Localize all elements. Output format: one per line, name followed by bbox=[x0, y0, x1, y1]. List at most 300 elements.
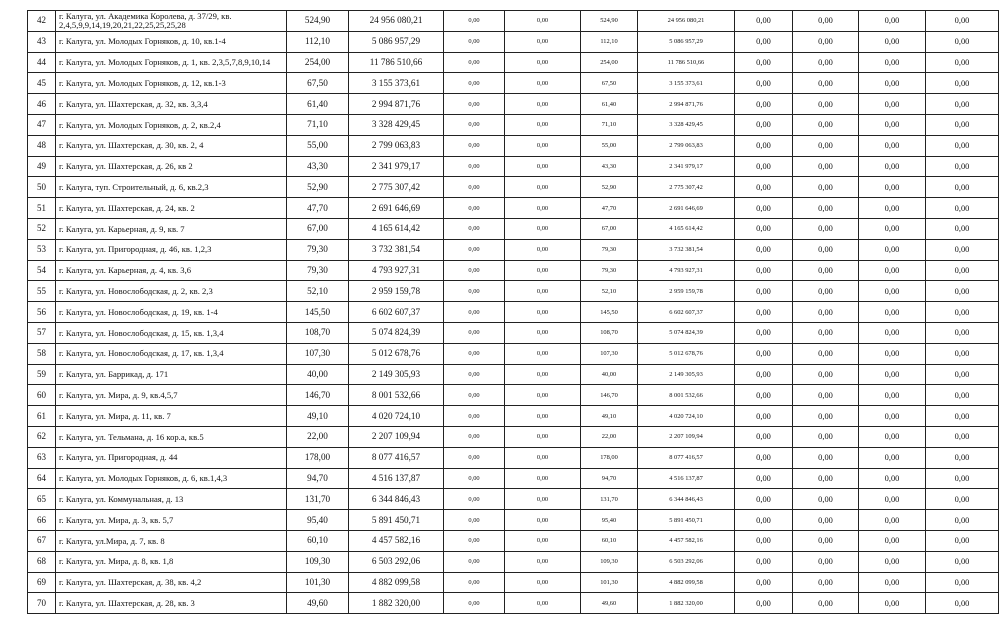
price-cell: 2 149 305,93 bbox=[349, 364, 444, 385]
price-cell: 3 328 429,45 bbox=[349, 114, 444, 135]
table-row bbox=[28, 447, 999, 468]
address-cell: г. Калуга, ул. Мира, д. 11, кв. 7 bbox=[56, 406, 287, 427]
value-cell-4: 0,00 bbox=[793, 551, 859, 572]
value-cell-4: 0,00 bbox=[793, 218, 859, 239]
address-cell: г. Калуга, ул. Молодых Горняков, д. 12, кв.1-3 bbox=[56, 73, 287, 94]
table-row bbox=[28, 426, 999, 447]
address-cell: г. Калуга, ул. Новослободская, д. 19, кв. 1-4 bbox=[56, 302, 287, 323]
value-cell-5: 0,00 bbox=[859, 426, 926, 447]
value-cell-6: 0,00 bbox=[926, 177, 999, 198]
row-number: 62 bbox=[28, 426, 56, 447]
value-cell-6: 0,00 bbox=[926, 94, 999, 115]
price-total-cell: 4 165 614,42 bbox=[638, 218, 735, 239]
address-cell: г. Калуга, ул. Новослободская, д. 15, кв. 1,3,4 bbox=[56, 322, 287, 343]
value-cell-4: 0,00 bbox=[793, 239, 859, 260]
value-cell-5: 0,00 bbox=[859, 52, 926, 73]
area-total-cell: 49,60 bbox=[581, 593, 638, 614]
table-row bbox=[28, 551, 999, 572]
area-cell: 109,30 bbox=[287, 551, 349, 572]
area-total-cell: 79,30 bbox=[581, 260, 638, 281]
address-cell: г. Калуга, ул. Карьерная, д. 4, кв. 3,6 bbox=[56, 260, 287, 281]
value-cell-2: 0,00 bbox=[505, 302, 581, 323]
value-cell-6: 0,00 bbox=[926, 468, 999, 489]
row-number: 60 bbox=[28, 385, 56, 406]
value-cell-3: 0,00 bbox=[735, 593, 793, 614]
price-total-cell: 2 775 307,42 bbox=[638, 177, 735, 198]
value-cell-1: 0,00 bbox=[444, 572, 505, 593]
table-row bbox=[28, 530, 999, 551]
row-number: 52 bbox=[28, 218, 56, 239]
value-cell-5: 0,00 bbox=[859, 260, 926, 281]
table-row bbox=[28, 593, 999, 614]
address-cell: г. Калуга, ул. Новослободская, д. 2, кв. 2,3 bbox=[56, 281, 287, 302]
price-cell: 8 077 416,57 bbox=[349, 447, 444, 468]
price-cell: 4 793 927,31 bbox=[349, 260, 444, 281]
value-cell-5: 0,00 bbox=[859, 468, 926, 489]
value-cell-3: 0,00 bbox=[735, 281, 793, 302]
row-number: 70 bbox=[28, 593, 56, 614]
value-cell-2: 0,00 bbox=[505, 52, 581, 73]
value-cell-4: 0,00 bbox=[793, 343, 859, 364]
table-row bbox=[28, 385, 999, 406]
price-total-cell: 5 012 678,76 bbox=[638, 343, 735, 364]
table-row bbox=[28, 281, 999, 302]
value-cell-6: 0,00 bbox=[926, 114, 999, 135]
value-cell-5: 0,00 bbox=[859, 530, 926, 551]
value-cell-2: 0,00 bbox=[505, 468, 581, 489]
value-cell-4: 0,00 bbox=[793, 94, 859, 115]
value-cell-3: 0,00 bbox=[735, 31, 793, 52]
area-total-cell: 112,10 bbox=[581, 31, 638, 52]
value-cell-6: 0,00 bbox=[926, 426, 999, 447]
address-cell: г. Калуга, ул. Шахтерская, д. 24, кв. 2 bbox=[56, 198, 287, 219]
value-cell-4: 0,00 bbox=[793, 530, 859, 551]
area-total-cell: 95,40 bbox=[581, 510, 638, 531]
value-cell-6: 0,00 bbox=[926, 406, 999, 427]
row-number: 55 bbox=[28, 281, 56, 302]
price-cell: 5 074 824,39 bbox=[349, 322, 444, 343]
price-total-cell: 2 994 871,76 bbox=[638, 94, 735, 115]
table-row bbox=[28, 489, 999, 510]
area-cell: 49,10 bbox=[287, 406, 349, 427]
price-total-cell: 4 457 582,16 bbox=[638, 530, 735, 551]
value-cell-2: 0,00 bbox=[505, 177, 581, 198]
value-cell-4: 0,00 bbox=[793, 426, 859, 447]
value-cell-3: 0,00 bbox=[735, 198, 793, 219]
row-number: 42 bbox=[28, 11, 56, 32]
value-cell-4: 0,00 bbox=[793, 156, 859, 177]
value-cell-5: 0,00 bbox=[859, 551, 926, 572]
value-cell-5: 0,00 bbox=[859, 73, 926, 94]
address-cell: г. Калуга, ул. Молодых Горняков, д. 1, кв. 2,3,5,7,8,9,10,14 bbox=[56, 52, 287, 73]
value-cell-4: 0,00 bbox=[793, 385, 859, 406]
value-cell-2: 0,00 bbox=[505, 281, 581, 302]
value-cell-2: 0,00 bbox=[505, 447, 581, 468]
area-cell: 61,40 bbox=[287, 94, 349, 115]
table-row bbox=[28, 177, 999, 198]
row-number: 46 bbox=[28, 94, 56, 115]
price-total-cell: 11 786 510,66 bbox=[638, 52, 735, 73]
value-cell-2: 0,00 bbox=[505, 406, 581, 427]
value-cell-4: 0,00 bbox=[793, 510, 859, 531]
housing-table bbox=[27, 10, 999, 614]
row-number: 68 bbox=[28, 551, 56, 572]
address-cell: г. Калуга, ул. Коммунальная, д. 13 bbox=[56, 489, 287, 510]
value-cell-3: 0,00 bbox=[735, 239, 793, 260]
price-cell: 5 891 450,71 bbox=[349, 510, 444, 531]
table-row bbox=[28, 302, 999, 323]
value-cell-5: 0,00 bbox=[859, 447, 926, 468]
table-row bbox=[28, 406, 999, 427]
value-cell-6: 0,00 bbox=[926, 198, 999, 219]
area-cell: 52,10 bbox=[287, 281, 349, 302]
value-cell-3: 0,00 bbox=[735, 572, 793, 593]
table-row bbox=[28, 260, 999, 281]
value-cell-6: 0,00 bbox=[926, 593, 999, 614]
value-cell-6: 0,00 bbox=[926, 385, 999, 406]
row-number: 56 bbox=[28, 302, 56, 323]
value-cell-3: 0,00 bbox=[735, 302, 793, 323]
area-total-cell: 145,50 bbox=[581, 302, 638, 323]
value-cell-4: 0,00 bbox=[793, 11, 859, 32]
price-total-cell: 5 074 824,39 bbox=[638, 322, 735, 343]
value-cell-2: 0,00 bbox=[505, 551, 581, 572]
value-cell-1: 0,00 bbox=[444, 551, 505, 572]
table-row bbox=[28, 73, 999, 94]
value-cell-4: 0,00 bbox=[793, 364, 859, 385]
table-row bbox=[28, 31, 999, 52]
value-cell-5: 0,00 bbox=[859, 218, 926, 239]
table-row bbox=[28, 572, 999, 593]
price-total-cell: 3 328 429,45 bbox=[638, 114, 735, 135]
value-cell-2: 0,00 bbox=[505, 94, 581, 115]
area-total-cell: 47,70 bbox=[581, 198, 638, 219]
row-number: 53 bbox=[28, 239, 56, 260]
value-cell-2: 0,00 bbox=[505, 572, 581, 593]
row-number: 57 bbox=[28, 322, 56, 343]
price-cell: 2 994 871,76 bbox=[349, 94, 444, 115]
value-cell-3: 0,00 bbox=[735, 426, 793, 447]
table-row bbox=[28, 322, 999, 343]
price-total-cell: 2 799 063,83 bbox=[638, 135, 735, 156]
value-cell-3: 0,00 bbox=[735, 551, 793, 572]
value-cell-5: 0,00 bbox=[859, 177, 926, 198]
value-cell-5: 0,00 bbox=[859, 156, 926, 177]
value-cell-4: 0,00 bbox=[793, 73, 859, 94]
row-number: 49 bbox=[28, 156, 56, 177]
value-cell-6: 0,00 bbox=[926, 447, 999, 468]
price-cell: 4 020 724,10 bbox=[349, 406, 444, 427]
area-total-cell: 67,50 bbox=[581, 73, 638, 94]
table-row bbox=[28, 364, 999, 385]
area-total-cell: 52,90 bbox=[581, 177, 638, 198]
address-cell: г. Калуга, ул. Шахтерская, д. 30, кв. 2, 4 bbox=[56, 135, 287, 156]
area-total-cell: 524,90 bbox=[581, 11, 638, 32]
area-total-cell: 43,30 bbox=[581, 156, 638, 177]
value-cell-1: 0,00 bbox=[444, 177, 505, 198]
table-row bbox=[28, 218, 999, 239]
value-cell-2: 0,00 bbox=[505, 239, 581, 260]
value-cell-6: 0,00 bbox=[926, 302, 999, 323]
value-cell-2: 0,00 bbox=[505, 31, 581, 52]
price-total-cell: 8 001 532,66 bbox=[638, 385, 735, 406]
value-cell-5: 0,00 bbox=[859, 11, 926, 32]
value-cell-3: 0,00 bbox=[735, 218, 793, 239]
value-cell-5: 0,00 bbox=[859, 31, 926, 52]
value-cell-5: 0,00 bbox=[859, 385, 926, 406]
value-cell-6: 0,00 bbox=[926, 156, 999, 177]
value-cell-2: 0,00 bbox=[505, 260, 581, 281]
value-cell-3: 0,00 bbox=[735, 156, 793, 177]
value-cell-6: 0,00 bbox=[926, 260, 999, 281]
value-cell-5: 0,00 bbox=[859, 302, 926, 323]
value-cell-2: 0,00 bbox=[505, 385, 581, 406]
area-total-cell: 79,30 bbox=[581, 239, 638, 260]
table-row bbox=[28, 510, 999, 531]
area-cell: 112,10 bbox=[287, 31, 349, 52]
address-cell: г. Калуга, ул. Молодых Горняков, д. 2, кв.2,4 bbox=[56, 114, 287, 135]
address-cell: г. Калуга, ул. Пригородная, д. 46, кв. 1,2,3 bbox=[56, 239, 287, 260]
area-cell: 145,50 bbox=[287, 302, 349, 323]
value-cell-6: 0,00 bbox=[926, 73, 999, 94]
area-total-cell: 71,10 bbox=[581, 114, 638, 135]
address-cell: г. Калуга, туп. Строительный, д. 6, кв.2,3 bbox=[56, 177, 287, 198]
price-cell: 2 959 159,78 bbox=[349, 281, 444, 302]
price-total-cell: 1 882 320,00 bbox=[638, 593, 735, 614]
value-cell-5: 0,00 bbox=[859, 281, 926, 302]
price-cell: 5 086 957,29 bbox=[349, 31, 444, 52]
area-cell: 79,30 bbox=[287, 239, 349, 260]
row-number: 69 bbox=[28, 572, 56, 593]
price-cell: 4 457 582,16 bbox=[349, 530, 444, 551]
price-cell: 8 001 532,66 bbox=[349, 385, 444, 406]
price-cell: 4 165 614,42 bbox=[349, 218, 444, 239]
row-number: 43 bbox=[28, 31, 56, 52]
price-cell: 2 207 109,94 bbox=[349, 426, 444, 447]
area-cell: 22,00 bbox=[287, 426, 349, 447]
row-number: 54 bbox=[28, 260, 56, 281]
value-cell-3: 0,00 bbox=[735, 530, 793, 551]
area-total-cell: 60,10 bbox=[581, 530, 638, 551]
row-number: 61 bbox=[28, 406, 56, 427]
value-cell-3: 0,00 bbox=[735, 52, 793, 73]
value-cell-6: 0,00 bbox=[926, 281, 999, 302]
value-cell-5: 0,00 bbox=[859, 198, 926, 219]
area-total-cell: 55,00 bbox=[581, 135, 638, 156]
value-cell-4: 0,00 bbox=[793, 135, 859, 156]
row-number: 48 bbox=[28, 135, 56, 156]
value-cell-1: 0,00 bbox=[444, 385, 505, 406]
value-cell-1: 0,00 bbox=[444, 593, 505, 614]
price-total-cell: 5 086 957,29 bbox=[638, 31, 735, 52]
value-cell-1: 0,00 bbox=[444, 11, 505, 32]
value-cell-2: 0,00 bbox=[505, 114, 581, 135]
value-cell-6: 0,00 bbox=[926, 52, 999, 73]
price-cell: 1 882 320,00 bbox=[349, 593, 444, 614]
price-total-cell: 24 956 080,21 bbox=[638, 11, 735, 32]
area-cell: 79,30 bbox=[287, 260, 349, 281]
address-cell: г. Калуга, ул. Пригородная, д. 44 bbox=[56, 447, 287, 468]
area-total-cell: 178,00 bbox=[581, 447, 638, 468]
value-cell-3: 0,00 bbox=[735, 489, 793, 510]
value-cell-5: 0,00 bbox=[859, 135, 926, 156]
area-cell: 52,90 bbox=[287, 177, 349, 198]
address-cell: г. Калуга, ул.Мира, д. 7, кв. 8 bbox=[56, 530, 287, 551]
value-cell-4: 0,00 bbox=[793, 177, 859, 198]
value-cell-5: 0,00 bbox=[859, 489, 926, 510]
area-cell: 146,70 bbox=[287, 385, 349, 406]
address-cell: г. Калуга, ул. Шахтерская, д. 32, кв. 3,3,4 bbox=[56, 94, 287, 115]
value-cell-2: 0,00 bbox=[505, 426, 581, 447]
area-cell: 55,00 bbox=[287, 135, 349, 156]
value-cell-5: 0,00 bbox=[859, 343, 926, 364]
value-cell-1: 0,00 bbox=[444, 510, 505, 531]
value-cell-2: 0,00 bbox=[505, 73, 581, 94]
row-number: 50 bbox=[28, 177, 56, 198]
area-total-cell: 22,00 bbox=[581, 426, 638, 447]
value-cell-3: 0,00 bbox=[735, 343, 793, 364]
area-cell: 71,10 bbox=[287, 114, 349, 135]
value-cell-4: 0,00 bbox=[793, 281, 859, 302]
value-cell-3: 0,00 bbox=[735, 260, 793, 281]
table-row bbox=[28, 114, 999, 135]
value-cell-1: 0,00 bbox=[444, 260, 505, 281]
area-cell: 43,30 bbox=[287, 156, 349, 177]
value-cell-2: 0,00 bbox=[505, 218, 581, 239]
value-cell-1: 0,00 bbox=[444, 468, 505, 489]
value-cell-3: 0,00 bbox=[735, 385, 793, 406]
area-total-cell: 52,10 bbox=[581, 281, 638, 302]
value-cell-3: 0,00 bbox=[735, 135, 793, 156]
value-cell-2: 0,00 bbox=[505, 364, 581, 385]
table-row bbox=[28, 94, 999, 115]
value-cell-1: 0,00 bbox=[444, 52, 505, 73]
price-total-cell: 2 341 979,17 bbox=[638, 156, 735, 177]
value-cell-3: 0,00 bbox=[735, 94, 793, 115]
area-total-cell: 131,70 bbox=[581, 489, 638, 510]
value-cell-4: 0,00 bbox=[793, 489, 859, 510]
price-cell: 4 882 099,58 bbox=[349, 572, 444, 593]
price-total-cell: 5 891 450,71 bbox=[638, 510, 735, 531]
row-number: 63 bbox=[28, 447, 56, 468]
area-cell: 49,60 bbox=[287, 593, 349, 614]
address-cell: г. Калуга, ул. Молодых Горняков, д. 10, кв.1-4 bbox=[56, 31, 287, 52]
value-cell-3: 0,00 bbox=[735, 114, 793, 135]
price-total-cell: 6 344 846,43 bbox=[638, 489, 735, 510]
value-cell-5: 0,00 bbox=[859, 510, 926, 531]
value-cell-3: 0,00 bbox=[735, 73, 793, 94]
row-number: 58 bbox=[28, 343, 56, 364]
price-cell: 6 602 607,37 bbox=[349, 302, 444, 323]
price-cell: 2 691 646,69 bbox=[349, 198, 444, 219]
value-cell-3: 0,00 bbox=[735, 11, 793, 32]
value-cell-3: 0,00 bbox=[735, 468, 793, 489]
value-cell-1: 0,00 bbox=[444, 343, 505, 364]
area-total-cell: 146,70 bbox=[581, 385, 638, 406]
value-cell-1: 0,00 bbox=[444, 198, 505, 219]
value-cell-6: 0,00 bbox=[926, 218, 999, 239]
row-number: 64 bbox=[28, 468, 56, 489]
value-cell-2: 0,00 bbox=[505, 489, 581, 510]
price-cell: 24 956 080,21 bbox=[349, 11, 444, 32]
price-total-cell: 6 602 607,37 bbox=[638, 302, 735, 323]
address-cell: г. Калуга, ул. Шахтерская, д. 28, кв. 3 bbox=[56, 593, 287, 614]
value-cell-6: 0,00 bbox=[926, 364, 999, 385]
price-cell: 5 012 678,76 bbox=[349, 343, 444, 364]
price-total-cell: 2 149 305,93 bbox=[638, 364, 735, 385]
price-total-cell: 2 959 159,78 bbox=[638, 281, 735, 302]
table-row bbox=[28, 343, 999, 364]
table-row bbox=[28, 156, 999, 177]
table-row bbox=[28, 52, 999, 73]
area-cell: 178,00 bbox=[287, 447, 349, 468]
value-cell-1: 0,00 bbox=[444, 489, 505, 510]
row-number: 47 bbox=[28, 114, 56, 135]
area-cell: 524,90 bbox=[287, 11, 349, 32]
price-cell: 11 786 510,66 bbox=[349, 52, 444, 73]
price-cell: 2 341 979,17 bbox=[349, 156, 444, 177]
value-cell-6: 0,00 bbox=[926, 551, 999, 572]
value-cell-2: 0,00 bbox=[505, 198, 581, 219]
value-cell-2: 0,00 bbox=[505, 11, 581, 32]
value-cell-5: 0,00 bbox=[859, 572, 926, 593]
value-cell-2: 0,00 bbox=[505, 156, 581, 177]
area-total-cell: 108,70 bbox=[581, 322, 638, 343]
value-cell-3: 0,00 bbox=[735, 406, 793, 427]
area-cell: 40,00 bbox=[287, 364, 349, 385]
value-cell-2: 0,00 bbox=[505, 510, 581, 531]
price-total-cell: 2 691 646,69 bbox=[638, 198, 735, 219]
address-cell: г. Калуга, ул. Тельмана, д. 16 кор.а, кв.5 bbox=[56, 426, 287, 447]
value-cell-6: 0,00 bbox=[926, 530, 999, 551]
price-total-cell: 6 503 292,06 bbox=[638, 551, 735, 572]
address-cell: г. Калуга, ул. Мира, д. 9, кв.4,5,7 bbox=[56, 385, 287, 406]
value-cell-1: 0,00 bbox=[444, 302, 505, 323]
value-cell-5: 0,00 bbox=[859, 364, 926, 385]
value-cell-5: 0,00 bbox=[859, 593, 926, 614]
value-cell-1: 0,00 bbox=[444, 281, 505, 302]
value-cell-6: 0,00 bbox=[926, 11, 999, 32]
value-cell-2: 0,00 bbox=[505, 135, 581, 156]
table-body bbox=[28, 11, 999, 614]
value-cell-4: 0,00 bbox=[793, 114, 859, 135]
table-row bbox=[28, 135, 999, 156]
price-total-cell: 2 207 109,94 bbox=[638, 426, 735, 447]
area-cell: 131,70 bbox=[287, 489, 349, 510]
value-cell-3: 0,00 bbox=[735, 177, 793, 198]
value-cell-4: 0,00 bbox=[793, 593, 859, 614]
price-cell: 2 775 307,42 bbox=[349, 177, 444, 198]
row-number: 66 bbox=[28, 510, 56, 531]
value-cell-6: 0,00 bbox=[926, 572, 999, 593]
area-cell: 94,70 bbox=[287, 468, 349, 489]
value-cell-1: 0,00 bbox=[444, 94, 505, 115]
value-cell-1: 0,00 bbox=[444, 364, 505, 385]
value-cell-1: 0,00 bbox=[444, 322, 505, 343]
value-cell-3: 0,00 bbox=[735, 447, 793, 468]
value-cell-3: 0,00 bbox=[735, 364, 793, 385]
price-cell: 3 732 381,54 bbox=[349, 239, 444, 260]
table-row bbox=[28, 239, 999, 260]
value-cell-5: 0,00 bbox=[859, 322, 926, 343]
area-total-cell: 40,00 bbox=[581, 364, 638, 385]
row-number: 51 bbox=[28, 198, 56, 219]
value-cell-3: 0,00 bbox=[735, 322, 793, 343]
value-cell-1: 0,00 bbox=[444, 135, 505, 156]
value-cell-2: 0,00 bbox=[505, 530, 581, 551]
price-total-cell: 4 516 137,87 bbox=[638, 468, 735, 489]
address-cell: г. Калуга, ул. Мира, д. 8, кв. 1,8 bbox=[56, 551, 287, 572]
